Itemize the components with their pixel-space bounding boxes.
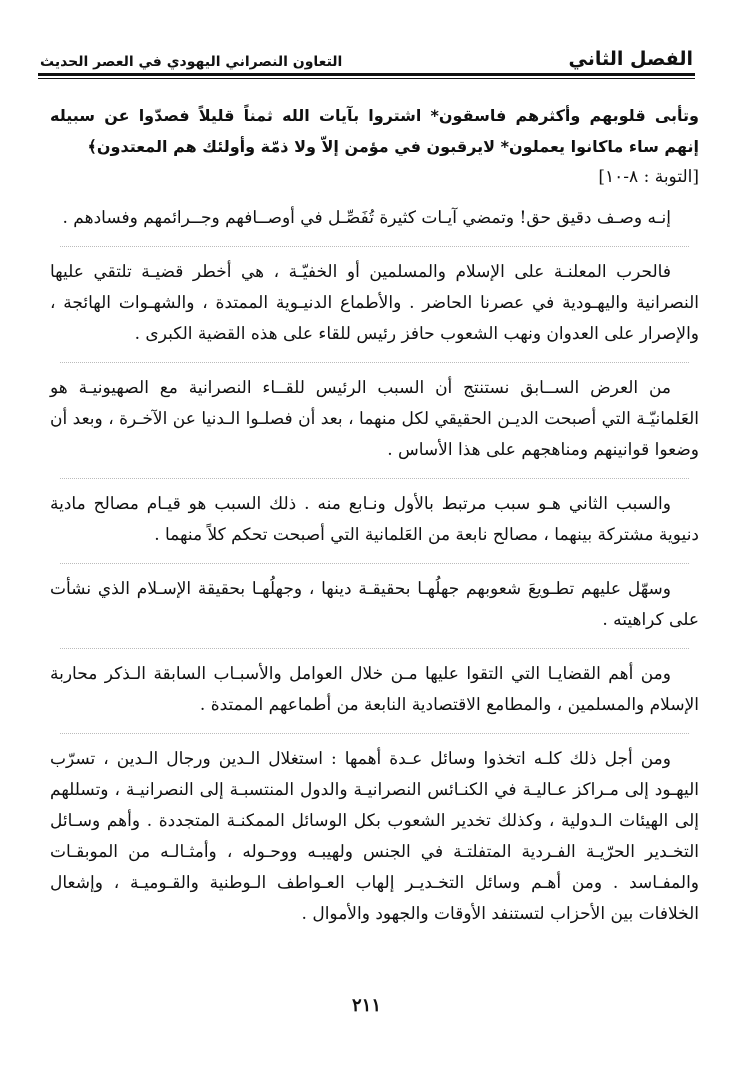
paragraph: والسبب الثاني هـو سبب مرتبط بالأول ونـابع منه . ذلك السبب هو قيـام مصالح مادية دنيوية مشتركة بينهما ، مصالح نابعة من العَلمانية التي أصبحت تحكم كلاً منهما .	[50, 494, 699, 545]
page-header	[40, 38, 693, 70]
paragraph: ومن أجل ذلك كلـه اتخذوا وسائل عـدة أهمها : استغلال الـدين ورجال الـدين ، تسرّب اليهـود إلى مـراكز عـاليـة في الكنـائس النصرانيـة والدول المنتسبـة إلى النصرانيـة ، وتسللهم إلى الهيئات الـدولية ، وكذلك تخدير الشعوب بكل الوسائل الممكنـة المتجددة . وأهم وسـائل التخـدير الحرّيـة الفـردية المتفلتـة في الجنس ولهيبـه ووحـوله ، وأمثـالـه من الموبقـات والمفـاسد . ومن أهـم وسائل التخـديـر إلهاب العـواطف الـوطنية والقـوميـة ، وإشعال الخلافات بين الأحزاب لتستنفد الأوقات والجهود والأموال .	[50, 749, 699, 924]
divider	[60, 648, 689, 649]
divider	[60, 362, 689, 363]
page-body	[50, 100, 699, 942]
header-rule-thin	[38, 78, 695, 79]
page-number: ٢١١	[351, 995, 381, 1016]
paragraph: وسهّل عليهم تطـويعَ شعوبهم جهلُهـا بحقيقـة دينها ، وجهلُهـا بحقيقة الإسـلام الذي نشأت على كراهيته .	[50, 579, 699, 630]
divider	[60, 733, 689, 734]
quran-verse: وتأبى قلوبهم وأكثرهم فاسقون* اشتروا بآيات الله ثمناً قليلاً فصدّوا عن سبيله إنهم ساء ماكانوا يعملون* لايرقبون في مؤمن إلاّ ولا ذمّة وأولئك هم المعتدون﴾	[50, 106, 699, 156]
divider	[60, 478, 689, 479]
verse-reference: [التوبة : ٨-١٠]	[598, 167, 699, 187]
divider	[60, 563, 689, 564]
header-rule-thick	[38, 73, 695, 76]
chapter-title: الفصل الثاني	[568, 48, 693, 70]
divider	[60, 246, 689, 247]
paragraph: إنـه وصـف دقيق حق! وتمضي آيـات كثيرة تُفَصِّـل في أوصــافهم وجــرائمهم وفسادهم .	[62, 208, 671, 228]
paragraph: من العرض الســابق نستنتج أن السبب الرئيس للقــاء النصرانية مع الصهيونيـة هو العَلمانيّـة التي أصبحت الديـن الحقيقي لكل منهما ، بعد أن فصلـوا الـدنيا عن الآخـرة ، وبعد أن وضعوا قوانينهم ومناهجهم على هذا الأساس .	[50, 378, 699, 460]
running-title: التعاون النصراني اليهودي في العصر الحديث	[40, 54, 343, 70]
paragraph: فالحرب المعلنـة على الإسلام والمسلمين أو الخفيّـة ، هي أخطر قضيـة تلتقي عليها النصرانية واليهـودية في عصرنا الحاضر . والأطماع الدنيـوية الممتدة ، والشهـوات الهائجة ، والإصرار على العدوان ونهب الشعوب حافز رئيس للقاء على هذه القضية الكبرى .	[50, 262, 699, 344]
paragraph: ومن أهم القضايـا التي التقوا عليها مـن خلال العوامل والأسبـاب السابقة الـذكر محاربة الإسلام والمسلمين ، والمطامع الاقتصادية النابعة من أطماعهم الممتدة .	[50, 664, 699, 715]
